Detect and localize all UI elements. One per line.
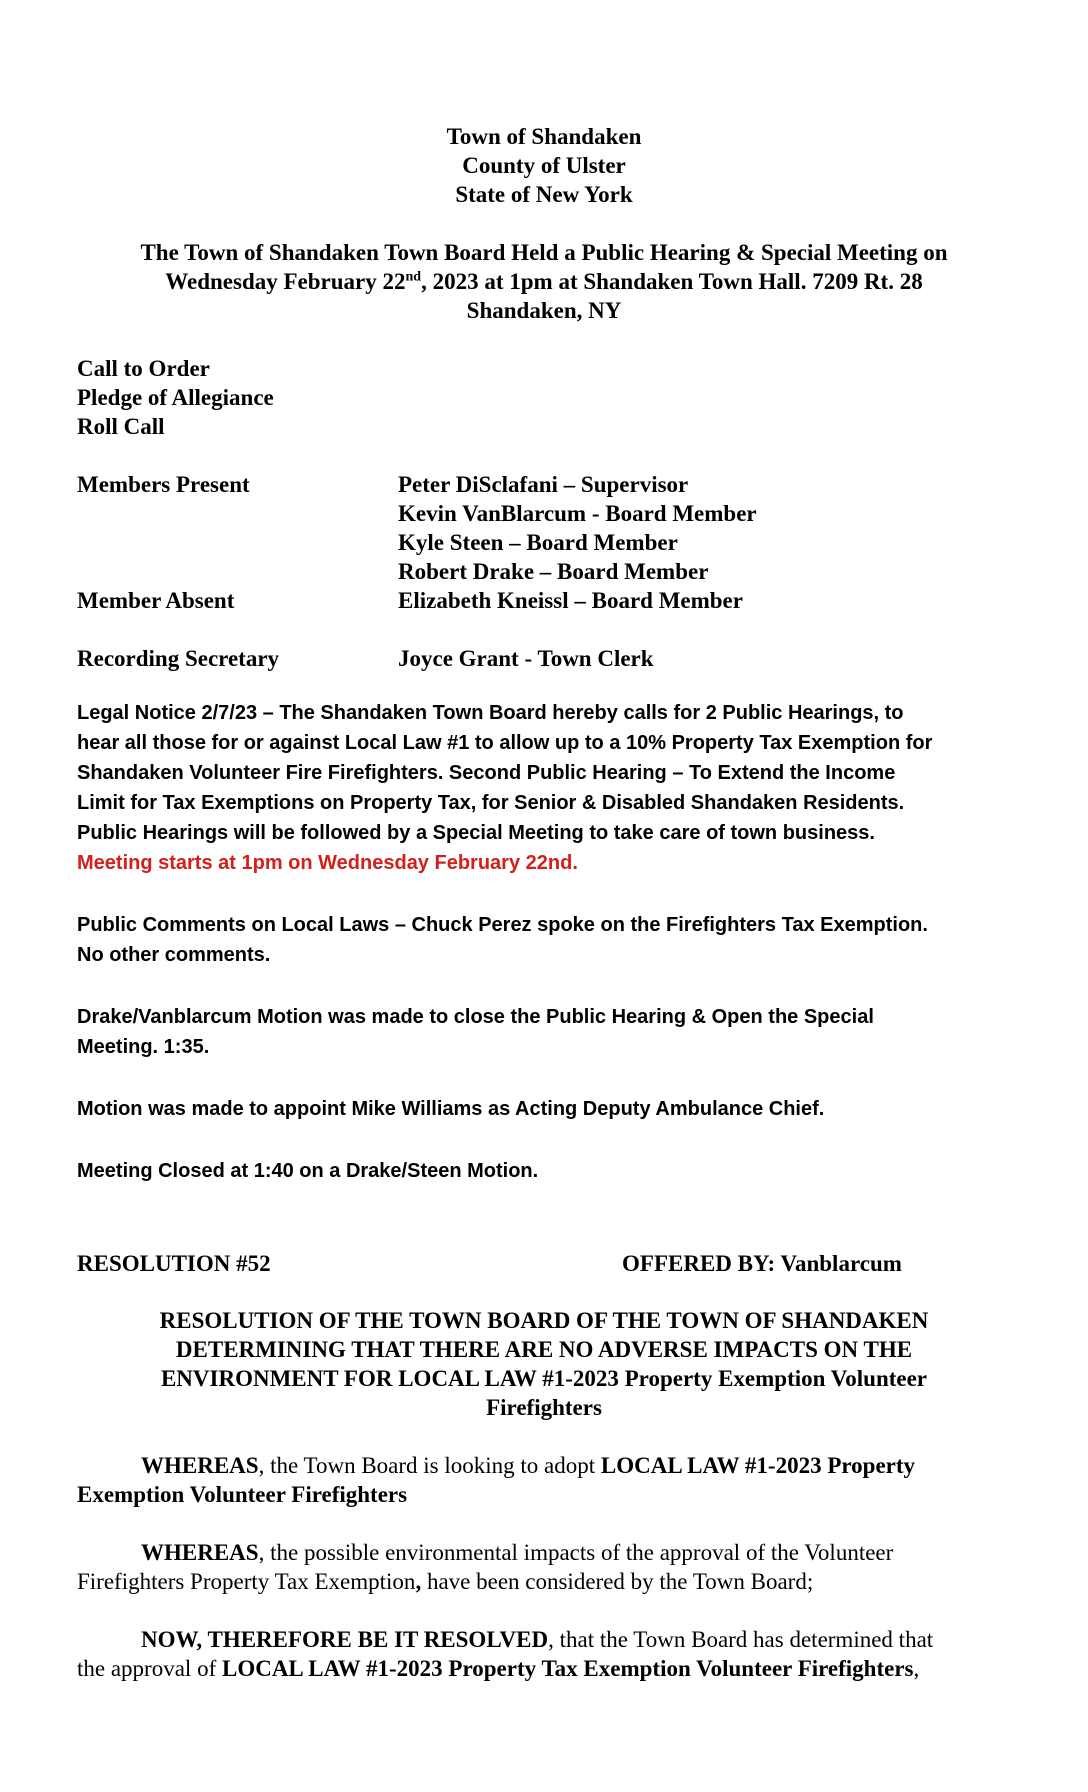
date-ordinal: nd [405, 269, 422, 285]
whereas-1-text: , the Town Board is looking to adopt [258, 1453, 601, 1478]
meeting-title-line2 [0, 267, 1088, 296]
recording-secretary: Joyce Grant - Town Clerk [398, 646, 654, 671]
member-present-1: Peter DiSclafani – Supervisor [398, 472, 689, 497]
whereas-2-text: , the possible environmental impacts of the approval of the Volunteer [258, 1540, 894, 1565]
member-present-2: Kevin VanBlarcum - Board Member [398, 501, 757, 526]
meeting-closed: Meeting Closed at 1:40 on a Drake/Steen Motion. [77, 1160, 539, 1182]
whereas-2-comma: , [415, 1569, 422, 1594]
whereas-2-line2-end: have been considered by the Town Board; [421, 1569, 814, 1594]
whereas-1-keyword: WHEREAS [141, 1453, 259, 1478]
recording-secretary-label: Recording Secretary [77, 646, 280, 671]
resolution-title-line2: DETERMINING THAT THERE ARE NO ADVERSE IMPACTS ON THE [175, 1337, 913, 1362]
meeting-date-text: Wednesday February 22 [165, 269, 406, 294]
whereas-2-line2 [77, 1567, 813, 1596]
member-absent: Elizabeth Kneissl – Board Member [398, 588, 743, 613]
motion-close-line1: Drake/Vanblarcum Motion was made to close the Public Hearing & Open the Special [77, 1006, 874, 1028]
call-to-order: Call to Order [77, 356, 210, 381]
notice-line-2: hear all those for or against Local Law #1 to allow up to a 10% Property Tax Exemption for [77, 732, 933, 754]
meeting-start-notice: Meeting starts at 1pm on Wednesday February 22nd. [77, 852, 578, 874]
whereas-1-line1 [141, 1451, 915, 1480]
motion-appoint: Motion was made to appoint Mike Williams as Acting Deputy Ambulance Chief. [77, 1098, 825, 1120]
resolution-title-line4: Firefighters [486, 1395, 602, 1420]
whereas-2-keyword: WHEREAS [141, 1540, 259, 1565]
resolution-title-line3: ENVIRONMENT FOR LOCAL LAW #1-2023 Property Exemption Volunteer [160, 1366, 928, 1391]
resolution-offered-by: OFFERED BY: Vanblarcum [622, 1251, 902, 1276]
members-present-label: Members Present [77, 472, 250, 497]
whereas-2-line2-text: Firefighters Property Tax Exemption [77, 1569, 416, 1594]
resolution-title-line1: RESOLUTION OF THE TOWN BOARD OF THE TOWN OF SHANDAKEN [159, 1308, 929, 1333]
meeting-title-line3: Shandaken, NY [466, 298, 622, 323]
county-name: County of Ulster [462, 153, 626, 178]
pledge-of-allegiance: Pledge of Allegiance [77, 385, 274, 410]
notice-line-3: Shandaken Volunteer Fire Firefighters. Second Public Hearing – To Extend the Income [77, 762, 896, 784]
meeting-title-line1: The Town of Shandaken Town Board Held a Public Hearing & Special Meeting on [140, 240, 948, 265]
state-name: State of New York [455, 182, 633, 207]
resolved-keyword: NOW, THEREFORE BE IT RESOLVED [141, 1627, 549, 1652]
member-present-3: Kyle Steen – Board Member [398, 530, 678, 555]
town-name: Town of Shandaken [446, 124, 642, 149]
whereas-2-line1 [141, 1538, 893, 1567]
resolution-number: RESOLUTION #52 [77, 1251, 271, 1276]
resolved-line2-comma: , [913, 1656, 920, 1681]
resolved-law: LOCAL LAW #1-2023 Property Tax Exemption Volunteer Firefighters [221, 1656, 914, 1681]
notice-line-5: Public Hearings will be followed by a Special Meeting to take care of town business. [77, 822, 875, 844]
notice-line-4: Limit for Tax Exemptions on Property Tax, for Senior & Disabled Shandaken Residents. [77, 792, 905, 814]
resolved-line1 [141, 1625, 933, 1654]
motion-close-line2: Meeting. 1:35. [77, 1036, 210, 1058]
roll-call: Roll Call [77, 414, 165, 439]
resolved-text: , that the Town Board has determined that [548, 1627, 934, 1652]
member-present-4: Robert Drake – Board Member [398, 559, 709, 584]
whereas-1-law: LOCAL LAW #1-2023 Property [600, 1453, 916, 1478]
resolved-line2 [77, 1654, 919, 1683]
notice-line-1: Legal Notice 2/7/23 – The Shandaken Town Board hereby calls for 2 Public Hearings, to [77, 702, 904, 724]
whereas-1-line2: Exemption Volunteer Firefighters [77, 1482, 408, 1507]
public-comments-line2: No other comments. [77, 944, 271, 966]
public-comments-line1: Public Comments on Local Laws – Chuck Perez spoke on the Firefighters Tax Exemption. [77, 914, 928, 936]
member-absent-label: Member Absent [77, 588, 235, 613]
resolved-line2-text: the approval of [77, 1656, 222, 1681]
meeting-location-text: , 2023 at 1pm at Shandaken Town Hall. 7209 Rt. 28 [421, 269, 923, 294]
